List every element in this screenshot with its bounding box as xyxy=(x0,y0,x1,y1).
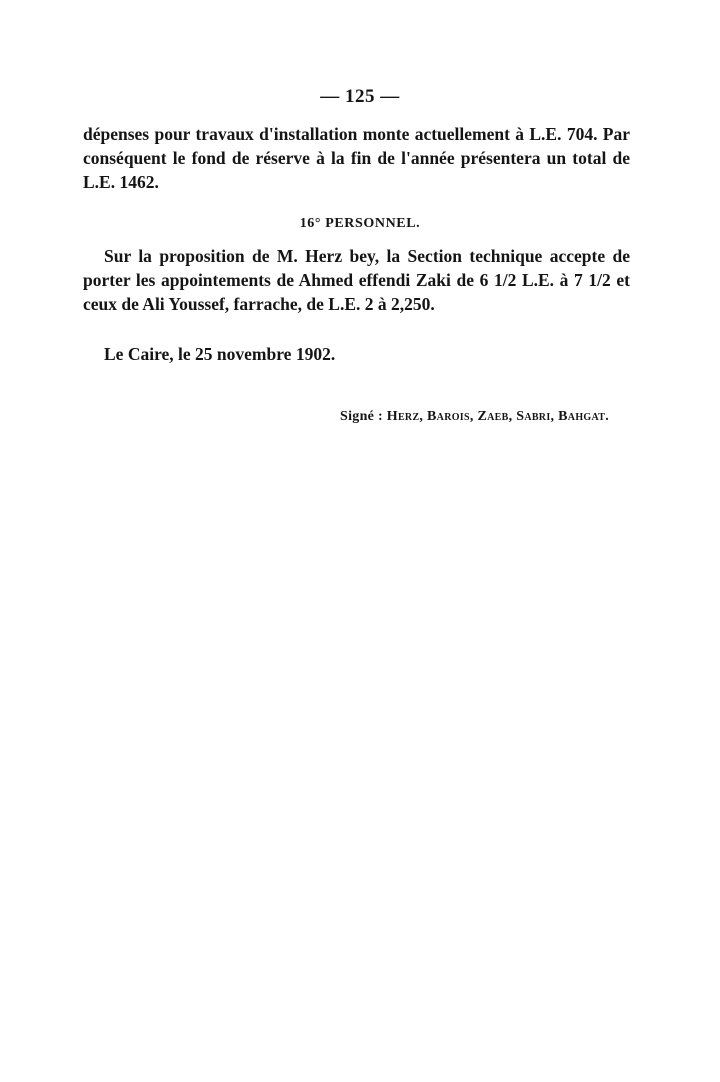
signatory-name: Barois xyxy=(427,409,470,424)
paragraph-reserve-fund: dépenses pour travaux d'installation monte actuellement à L.E. 704. Par conséquent le fond de réserve à la fin de l'année présentera un total de L.E. 1462. xyxy=(83,124,630,192)
signature-separator: , xyxy=(419,409,424,424)
signatory-name: Zaeb xyxy=(477,409,509,424)
signature-terminator: . xyxy=(605,409,610,424)
signature-line xyxy=(340,409,609,425)
signature-separator: , xyxy=(508,409,513,424)
signatory-name: Sabri xyxy=(516,409,551,424)
signature-prefix: Signé : xyxy=(340,409,383,424)
page-number: — 125 — xyxy=(320,86,400,107)
signatory-name: Bahgat xyxy=(558,409,606,424)
signatory-name: Herz xyxy=(386,409,420,424)
signature-separator: , xyxy=(550,409,555,424)
dateline: Le Caire, le 25 novembre 1902. xyxy=(104,344,336,364)
signature-separator: , xyxy=(469,409,474,424)
section-heading-personnel: 16° PERSONNEL. xyxy=(299,216,421,231)
paragraph-personnel: Sur la proposition de M. Herz bey, la Section technique accepte de porter les appointements de Ahmed effendi Zaki de 6 1/2 L.E. à 7 1/2 et ceux de Ali Youssef, farrache, de L.E. 2 à 2,250. xyxy=(83,246,630,314)
